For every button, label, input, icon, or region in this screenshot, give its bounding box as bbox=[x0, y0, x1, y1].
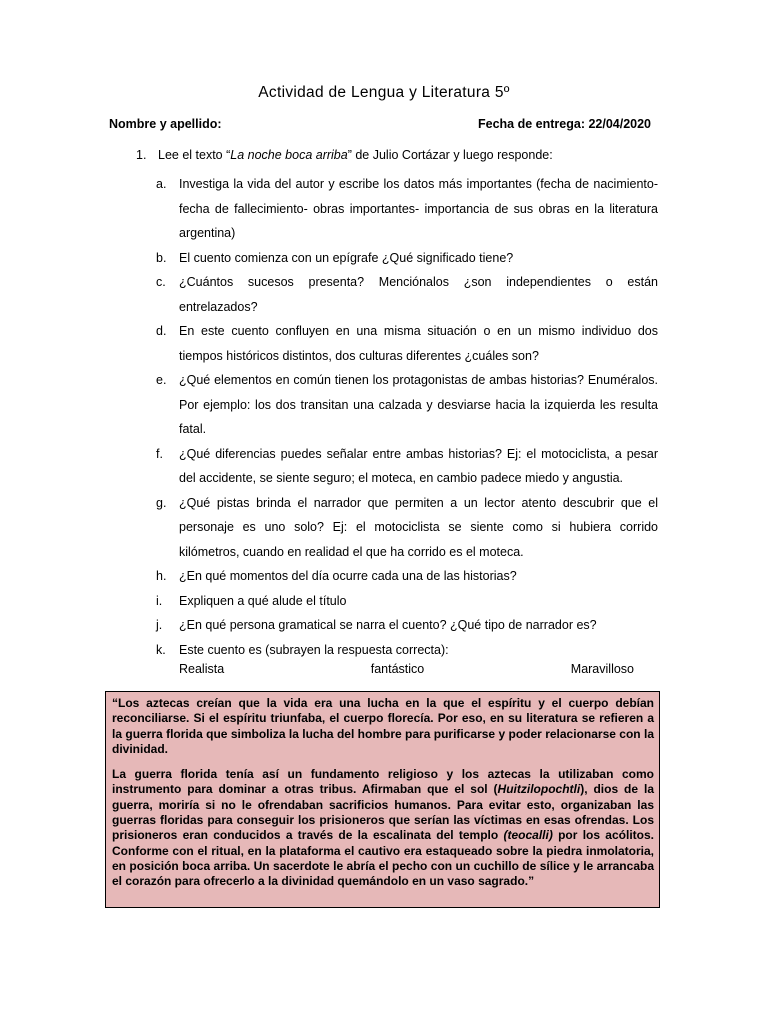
due-date-label: Fecha de entrega: 22/04/2020 bbox=[478, 117, 652, 131]
list-item bbox=[156, 638, 658, 663]
item-letter: f. bbox=[156, 446, 163, 461]
item-letter: j. bbox=[156, 618, 163, 632]
quote-paragraph-1: “Los aztecas creían que la vida era una lucha en la que el espíritu y el cuerpo debían reconciliarse. Si el espíritu triunfaba, el cuerpo florecía. Por eso, en su literatura se refieren a la guerra florida que simboliza la lucha del hombre para purificarse y poder relacionarse con la divinidad. bbox=[112, 696, 654, 756]
list-item bbox=[156, 172, 658, 246]
list-item bbox=[156, 491, 658, 565]
item-letter: g. bbox=[156, 495, 167, 510]
item-letter: k. bbox=[156, 642, 166, 657]
item-text: Este cuento es (subrayen la respuesta correcta): bbox=[179, 642, 449, 657]
quote-box bbox=[105, 691, 660, 908]
list-item bbox=[156, 368, 658, 442]
list-item bbox=[156, 246, 658, 271]
item-letter: c. bbox=[156, 275, 166, 289]
item-text: ¿En qué persona gramatical se narra el cuento? ¿Qué tipo de narrador es? bbox=[179, 618, 597, 632]
item-text: ¿Cuántos sucesos presenta? Menciónalos ¿son independientes o están entrelazados? bbox=[179, 275, 658, 314]
list-item bbox=[156, 564, 658, 589]
item-letter: h. bbox=[156, 569, 167, 583]
item-letter: b. bbox=[156, 250, 167, 265]
question-text bbox=[158, 148, 553, 162]
choice-maravilloso: Maravilloso bbox=[570, 662, 634, 676]
item-text: El cuento comienza con un epígrafe ¿Qué significado tiene? bbox=[179, 250, 514, 265]
question-items-list bbox=[156, 172, 658, 662]
god-name: Huitzilopochtli bbox=[497, 782, 581, 797]
item-letter: e. bbox=[156, 373, 167, 387]
list-item bbox=[156, 589, 658, 614]
item-text: ¿Qué pistas brinda el narrador que permiten a un lector atento descubrir que el personaje es uno solo? Ej: el motociclista se siente como si hubiera corrido kilómetros, cuando en realidad el que ha corrido es el moteca. bbox=[179, 495, 658, 559]
item-letter: i. bbox=[156, 593, 163, 608]
quote-paragraph-2 bbox=[112, 767, 654, 889]
choice-realista: Realista bbox=[179, 662, 225, 676]
name-label: Nombre y apellido: bbox=[109, 117, 222, 131]
quote-text: La guerra florida tenía así un fundamento religioso y los aztecas la utilizaban como instrumento para dominar a otras tribus. Afirmaban que el sol ( bbox=[112, 767, 654, 797]
list-item bbox=[156, 319, 658, 368]
temple-term: (teocalli) bbox=[503, 828, 553, 843]
quote-text: por los acólitos. Conforme con el ritual, en la plataforma el cautivo era estaqueado sobre la piedra inmolatoria, en posición boca arriba. Un sacerdote le abría el pecho con un cuchillo de sílice y le arrancaba el corazón para ofrecerlo a la divinidad quemándolo en un vaso sagrado.” bbox=[112, 828, 654, 889]
item-text: Expliquen a qué alude el título bbox=[179, 593, 347, 608]
question-suffix: ” de Julio Cortázar y luego responde: bbox=[347, 148, 553, 162]
list-item bbox=[156, 442, 658, 491]
item-text: ¿Qué elementos en común tienen los protagonistas de ambas historias? Enuméralos. Por ejemplo: los dos transitan una calzada y desviarse hacia la izquierda les resulta fatal. bbox=[179, 373, 658, 436]
answer-choices bbox=[179, 662, 634, 676]
item-text: ¿En qué momentos del día ocurre cada una de las historias? bbox=[179, 569, 517, 583]
book-title: La noche boca arriba bbox=[230, 148, 348, 162]
item-letter: a. bbox=[156, 177, 167, 191]
item-text: ¿Qué diferencias puedes señalar entre ambas historias? Ej: el motociclista, a pesar del accidente, se siente seguro; el moteca, en cambio padece miedo y angustia. bbox=[179, 446, 658, 485]
quote-text: ), dios de la guerra, moriría si no le ofrendaban sacrificios humanos. Para evitar esto, organizaban las guerras floridas para conseguir los prisioneros que serían las víctimas en esas ofrendas. Los prisioneros eran conducidos a través de la escalinata del templo bbox=[112, 782, 654, 843]
question-number: 1. bbox=[136, 148, 147, 162]
page-title: Actividad de Lengua y Literatura 5º bbox=[258, 84, 510, 101]
question-prefix: Lee el texto “ bbox=[158, 148, 231, 162]
list-item bbox=[156, 613, 658, 638]
list-item bbox=[156, 270, 658, 319]
item-text: En este cuento confluyen en una misma situación o en un mismo individuo dos tiempos históricos distintos, dos culturas diferentes ¿cuáles son? bbox=[179, 324, 658, 363]
item-text: Investiga la vida del autor y escribe los datos más importantes (fecha de nacimiento- fecha de fallecimiento- obras importantes- importancia de sus obras en la literatura argentina) bbox=[179, 177, 658, 240]
choice-fantastico: fantástico bbox=[370, 662, 425, 676]
item-letter: d. bbox=[156, 324, 167, 338]
